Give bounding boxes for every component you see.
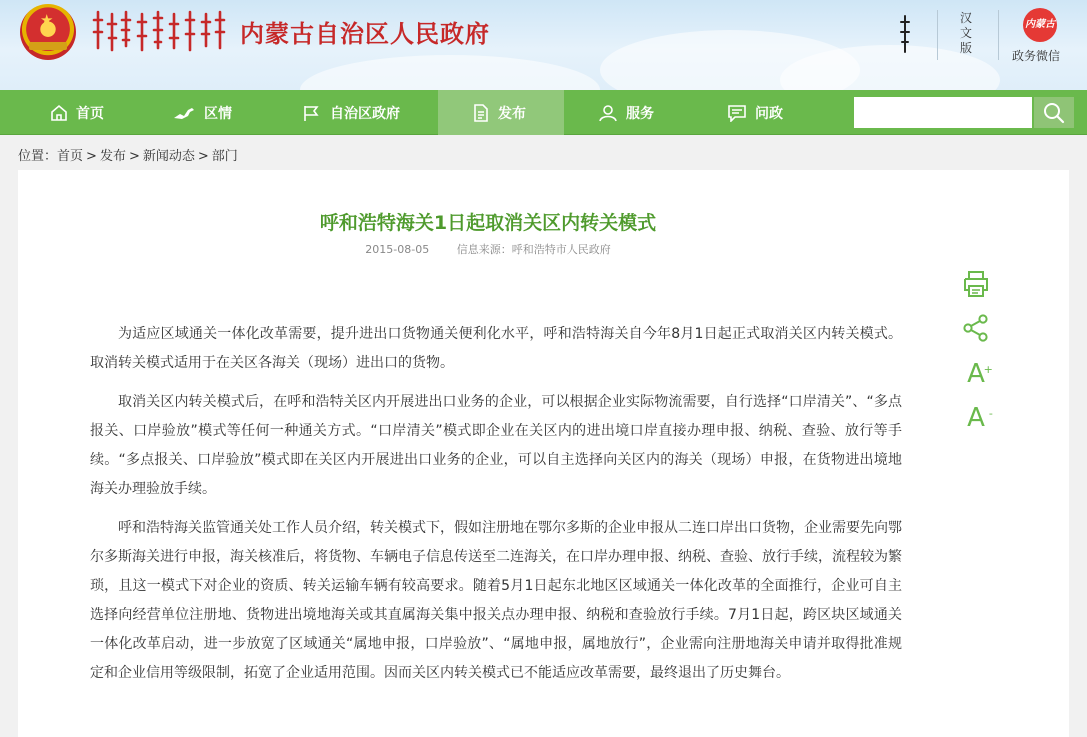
breadcrumb: [18, 145, 238, 164]
document-icon: [472, 104, 490, 122]
font-increase-button[interactable]: [958, 356, 994, 392]
article-body: [90, 320, 902, 698]
national-emblem-icon[interactable]: ★: [20, 4, 76, 60]
breadcrumb-prefix: 位置：: [18, 149, 58, 164]
share-icon: [961, 313, 991, 343]
nav-item-government[interactable]: [302, 90, 400, 135]
breadcrumb-separator: >: [128, 149, 140, 164]
breadcrumb-separator: >: [86, 149, 97, 164]
article-paragraph: 呼和浩特海关监管通关处工作人员介绍，转关模式下，假如注册地在鄂尔多斯的企业申报从二连口岸出口货物，企业需要先向鄂尔多斯海关进行申报，海关核准后，将货物、车辆电子信息传送至二连海关，在口岸办理申报、纳税、查验、放行手续，流程较为繁琐，且这一模式下对企业的资质、转关运输车辆有较高要求。随着5月1日起东北地区区域通关一体化改革的全面推行，企业可自主选择向经营单位注册地、货物进出境地海关或其直属海关集中报关点办理申报、纳税和查验放行手续。7月1日起，跨区块区域通关一体化改革启动，进一步放宽了区域通关“属地申报，口岸验放”、“属地申报，属地放行”，企业需向注册地海关申请并取得批准规定和企业信用等级限制，拓宽了企业适用范围。因而关区内转关模式已不能适应改革需要，最终退出了历史舞台。: [90, 520, 902, 681]
home-icon: [50, 104, 68, 122]
article-paragraph: 为适应区域通关一体化改革需要，提升进出口货物通关便利化水平，呼和浩特海关自今年8月1日起正式取消关区内转关模式。取消转关模式适用于在关区各海关（现场）进出口的货物。: [90, 326, 902, 371]
chat-icon: [727, 104, 747, 122]
nav-item-label: 问政: [755, 105, 783, 122]
font-decrease-icon: A -: [967, 403, 993, 433]
share-button[interactable]: [958, 310, 994, 346]
article-paragraph: 取消关区内转关模式后，在呼和浩特关区内开展进出口业务的企业，可以根据企业实际物流需要，自行选择“口岸清关”、“多点报关、口岸验放”模式等任何一种通关方式。“口岸清关”模式即企业在关区内的进出境口岸直接办理申报、纳税、查验、放行等手续。“多点报关、口岸验放”模式即在关区内开展进出口业务的企业，可以自主选择向关区内的海关（现场）申报，在货物进出境地海关办理验放手续。: [90, 394, 902, 497]
wechat-label[interactable]: 政务微信: [1012, 49, 1061, 63]
site-title[interactable]: 内蒙古自治区人民政府: [240, 20, 490, 48]
article-card: [18, 170, 1069, 737]
breadcrumb-department[interactable]: 部门: [211, 149, 238, 164]
nav-item-label: 自治区政府: [330, 105, 400, 122]
font-increase-icon: A +: [967, 359, 993, 389]
print-button[interactable]: [958, 266, 994, 302]
mongolian-version-link[interactable]: [890, 14, 920, 54]
header-divider: [998, 10, 999, 60]
nav-item-home[interactable]: [50, 90, 104, 135]
breadcrumb-publish[interactable]: 发布: [99, 149, 126, 164]
breadcrumb-separator: >: [197, 149, 209, 164]
mongolian-script-logo: [92, 8, 232, 54]
nav-item-service[interactable]: [598, 90, 654, 135]
nav-item-label: 服务: [626, 105, 654, 122]
user-icon: [598, 104, 618, 122]
breadcrumb-home[interactable]: 首页: [57, 149, 84, 164]
font-decrease-button[interactable]: [958, 400, 994, 436]
nav-item-label: 发布: [498, 105, 526, 122]
site-header: [0, 0, 1087, 90]
chinese-version-link[interactable]: 汉文版: [959, 11, 972, 55]
article-date: 2015-08-05: [365, 243, 430, 256]
article-title: 呼和浩特海关1日起取消关区内转关模式: [319, 212, 657, 234]
search-icon: [1043, 102, 1065, 124]
nav-item-region[interactable]: [172, 90, 232, 135]
article-meta: [18, 241, 958, 257]
flag-icon: [302, 104, 322, 122]
nav-item-publish[interactable]: [438, 90, 564, 135]
wechat-logo-icon[interactable]: 内蒙古: [1023, 8, 1057, 42]
horse-icon: [172, 104, 196, 122]
main-nav: [0, 90, 1087, 135]
nav-item-label: 区情: [204, 105, 232, 122]
search-button[interactable]: [1034, 97, 1074, 128]
nav-item-inquiry[interactable]: [727, 90, 783, 135]
print-icon: [961, 269, 991, 299]
article-source: 信息来源：呼和浩特市人民政府: [456, 243, 611, 256]
search-input[interactable]: [854, 97, 1032, 128]
header-divider: [937, 10, 938, 60]
nav-item-label: 首页: [76, 105, 104, 122]
breadcrumb-news[interactable]: 新闻动态: [142, 149, 195, 164]
